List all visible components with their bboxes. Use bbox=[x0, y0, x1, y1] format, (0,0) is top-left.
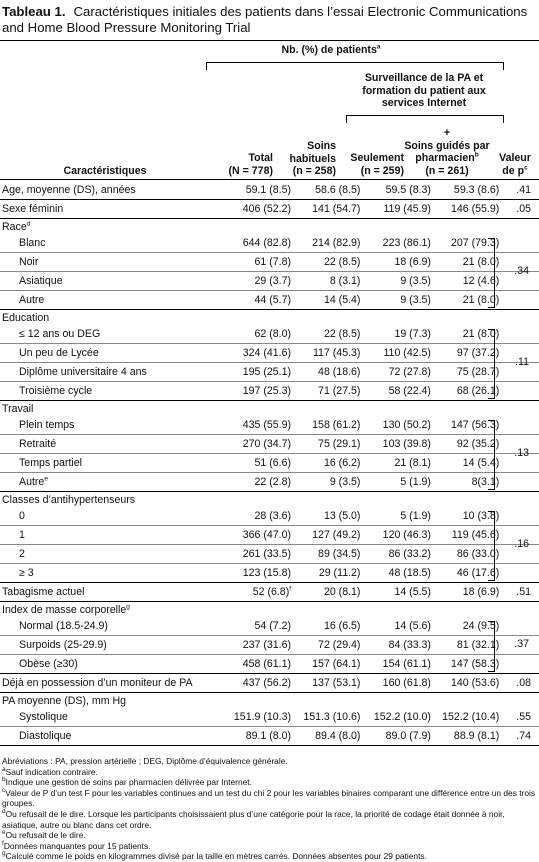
table-cell: 59.1 (8.5) bbox=[228, 181, 291, 200]
p-value bbox=[499, 473, 539, 492]
table-cell: 130 (50.2) bbox=[360, 416, 431, 435]
group-row bbox=[0, 310, 539, 326]
table-cell: 157 (64.1) bbox=[291, 655, 360, 674]
table-cell: 14 (5.4) bbox=[431, 454, 499, 473]
row-label: 0 bbox=[0, 507, 228, 526]
group-p-value: .13 bbox=[514, 446, 529, 459]
table-row bbox=[0, 291, 539, 310]
group-row bbox=[0, 602, 539, 618]
row-label: Asiatique bbox=[0, 272, 228, 291]
p-value bbox=[499, 382, 539, 401]
table-row bbox=[0, 617, 539, 636]
top-rule bbox=[0, 40, 539, 41]
p-value bbox=[499, 655, 539, 674]
table-cell: 24 (9.5) bbox=[431, 617, 499, 636]
table-cell: 72 (27.8) bbox=[360, 363, 431, 382]
table-cell: 127 (49.2) bbox=[291, 526, 360, 545]
table-row bbox=[0, 473, 539, 492]
table-cell: 366 (47.0) bbox=[228, 526, 291, 545]
row-label: Troisième cycle bbox=[0, 382, 228, 401]
row-label: Noir bbox=[0, 253, 228, 272]
row-label: Normal (18.5-24.9) bbox=[0, 617, 228, 636]
p-value bbox=[499, 325, 539, 344]
table-row bbox=[0, 416, 539, 435]
subgroup-rule bbox=[346, 115, 504, 116]
row-label: Retraité bbox=[0, 435, 228, 454]
table-cell: 160 (61.8) bbox=[360, 674, 431, 693]
table-cell: 16 (6.5) bbox=[291, 617, 360, 636]
footnotes bbox=[2, 756, 536, 862]
table-row bbox=[0, 708, 539, 727]
table-cell: 89.4 (8.0) bbox=[291, 727, 360, 746]
table-cell: 62 (8.0) bbox=[228, 325, 291, 344]
table-row bbox=[0, 382, 539, 401]
row-label: 2 bbox=[0, 545, 228, 564]
table-row bbox=[0, 674, 539, 693]
header-subgroup: Surveillance de la PA et formation du patient aux services Internet bbox=[362, 72, 486, 109]
table-cell: 46 (17.6) bbox=[431, 564, 499, 583]
row-label: 1 bbox=[0, 526, 228, 545]
table-cell: 151.9 (10.3) bbox=[228, 708, 291, 727]
row-label: Autre$^e$ bbox=[0, 473, 228, 492]
table-cell: 147 (56.3) bbox=[431, 416, 499, 435]
group-label: PA moyenne (DS), mm Hg bbox=[2, 695, 127, 707]
p-value: .08 bbox=[499, 674, 539, 693]
group-p-value: .16 bbox=[514, 537, 529, 550]
group-row bbox=[0, 492, 539, 508]
table-cell: 10 (3.8) bbox=[431, 507, 499, 526]
table-cell: 88.9 (8.1) bbox=[431, 727, 499, 746]
table-cell: 9 (3.5) bbox=[360, 272, 431, 291]
table-cell: 214 (82.9) bbox=[291, 234, 360, 253]
footnote: $^f$Données manquantes pour 15 patients. bbox=[2, 839, 151, 851]
p-value bbox=[499, 507, 539, 526]
subgroup-rule-right bbox=[503, 115, 504, 123]
table-cell: 120 (46.3) bbox=[360, 526, 431, 545]
p-value bbox=[499, 564, 539, 583]
table-cell: 270 (34.7) bbox=[228, 435, 291, 454]
table-cell: 8 (3.1) bbox=[291, 272, 360, 291]
table-row bbox=[0, 234, 539, 253]
header-characteristics: Caractéristiques bbox=[63, 165, 147, 177]
row-label: Blanc bbox=[0, 234, 228, 253]
table-row bbox=[0, 526, 539, 545]
table-cell: 21 (8.0) bbox=[431, 291, 499, 310]
footnote: $^b$Indique une gestion de soins par pharmacien délivrée par Internet. bbox=[2, 776, 252, 788]
table-cell: 21 (8.0) bbox=[431, 253, 499, 272]
table-cell: 97 (37.2) bbox=[431, 344, 499, 363]
table-cell: 61 (7.8) bbox=[228, 253, 291, 272]
table-cell: 54 (7.2) bbox=[228, 617, 291, 636]
row-label: Tabagisme actuel bbox=[0, 583, 228, 602]
table-cell: 324 (41.6) bbox=[228, 344, 291, 363]
table-cell: 8(3.1) bbox=[431, 473, 499, 492]
row-label: Age, moyenne (DS), années bbox=[0, 181, 228, 200]
table-cell: 141 (54.7) bbox=[291, 200, 360, 219]
table-cell: 195 (25.1) bbox=[228, 363, 291, 382]
group-rule-right bbox=[503, 62, 504, 70]
table-cell: 59.5 (8.3) bbox=[360, 181, 431, 200]
table-cell: 58 (22.4) bbox=[360, 382, 431, 401]
header-bottom-rule bbox=[0, 179, 539, 180]
table-row bbox=[0, 200, 539, 219]
footnote: $^a$Sauf indication contraire. bbox=[2, 765, 98, 777]
table-cell: 48 (18.5) bbox=[360, 564, 431, 583]
row-label: Autre bbox=[0, 291, 228, 310]
table-cell: 81 (32.1) bbox=[431, 636, 499, 655]
table-cell: 223 (86.1) bbox=[360, 234, 431, 253]
group-bracket bbox=[488, 511, 495, 581]
table-cell: 119 (45.6) bbox=[431, 526, 499, 545]
table-cell: 261 (33.5) bbox=[228, 545, 291, 564]
table-cell: 86 (33.2) bbox=[360, 545, 431, 564]
table-cell: 92 (35.2) bbox=[431, 435, 499, 454]
row-label: Sexe féminin bbox=[0, 200, 228, 219]
table-row bbox=[0, 272, 539, 291]
table-cell: 406 (52.2) bbox=[228, 200, 291, 219]
table-cell: 5 (1.9) bbox=[360, 507, 431, 526]
table-row bbox=[0, 435, 539, 454]
table-cell: 71 (27.5) bbox=[291, 382, 360, 401]
table-cell: 14 (5.5) bbox=[360, 583, 431, 602]
group-rule bbox=[206, 62, 504, 63]
table-cell: 437 (56.2) bbox=[228, 674, 291, 693]
group-bracket bbox=[488, 420, 495, 490]
row-label: Obèse (≥30) bbox=[0, 655, 228, 674]
table-cell: 48 (18.6) bbox=[291, 363, 360, 382]
p-value bbox=[499, 291, 539, 310]
table-cell: 22 (2.8) bbox=[228, 473, 291, 492]
group-p-value: .37 bbox=[514, 638, 529, 651]
table-cell: 435 (55.9) bbox=[228, 416, 291, 435]
footnote: $^c$Valeur de P d’un test F pour les variables continues and un test du chi 2 pour les variables binaires comparant une différence entre un des trois groupes. bbox=[2, 786, 536, 809]
table-cell: 9 (3.5) bbox=[360, 291, 431, 310]
table-row bbox=[0, 636, 539, 655]
table-cell: 119 (45.9) bbox=[360, 200, 431, 219]
table-row bbox=[0, 564, 539, 583]
table-cell: 58.6 (8.5) bbox=[291, 181, 360, 200]
table-cell: 75 (29.1) bbox=[291, 435, 360, 454]
table-cell: 89 (34.5) bbox=[291, 545, 360, 564]
table-row bbox=[0, 655, 539, 674]
group-rule-left bbox=[206, 62, 207, 70]
p-value: .51 bbox=[499, 583, 539, 602]
table-cell: 14 (5.4) bbox=[291, 291, 360, 310]
header-group: Nb. (%) de patients$^a$ bbox=[281, 43, 381, 56]
table-row bbox=[0, 181, 539, 200]
group-row bbox=[0, 401, 539, 417]
table-row bbox=[0, 545, 539, 564]
p-value: .41 bbox=[499, 181, 539, 200]
group-label: Index de masse corporelle$^g$ bbox=[2, 603, 130, 616]
row-label: Diplôme universitaire 4 ans bbox=[0, 363, 228, 382]
p-value: .74 bbox=[499, 727, 539, 746]
table-cell: 68 (26.1) bbox=[431, 382, 499, 401]
table-cell: 51 (6.6) bbox=[228, 454, 291, 473]
row-label: Plein temps bbox=[0, 416, 228, 435]
row-label: Un peu de Lycée bbox=[0, 344, 228, 363]
group-bracket bbox=[488, 329, 495, 399]
table-cell: 147 (58.3) bbox=[431, 655, 499, 674]
header-usual-care: Soins habituels (n = 258) bbox=[289, 140, 336, 177]
table-cell: 29 (11.2) bbox=[291, 564, 360, 583]
group-label: Race$^d$ bbox=[2, 220, 31, 233]
table-cell: 89.1 (8.0) bbox=[228, 727, 291, 746]
table-cell: 86 (33.0) bbox=[431, 545, 499, 564]
table-row bbox=[0, 325, 539, 344]
footnote: $^g$Calculé comme le poids en kilogrammes divisé par la taille en mètres carrés. Données absentes pour 29 patients. bbox=[2, 850, 427, 862]
footnote: Abréviations : PA, pression artérielle ; DEG, Diplôme d’équivalence générale. bbox=[2, 756, 288, 766]
table-cell: 137 (53.1) bbox=[291, 674, 360, 693]
table-cell: 110 (42.5) bbox=[360, 344, 431, 363]
p-value bbox=[499, 416, 539, 435]
table-cell: 5 (1.9) bbox=[360, 473, 431, 492]
group-label: Education bbox=[2, 312, 50, 324]
table-cell: 152.2 (10.0) bbox=[360, 708, 431, 727]
table-cell: 123 (15.8) bbox=[228, 564, 291, 583]
table-cell: 458 (61.1) bbox=[228, 655, 291, 674]
row-label: Surpoids (25-29.9) bbox=[0, 636, 228, 655]
table-row bbox=[0, 363, 539, 382]
table-cell: 52 $(6.8)^f$ bbox=[228, 583, 291, 602]
group-row bbox=[0, 219, 539, 235]
table-cell: 44 (5.7) bbox=[228, 291, 291, 310]
table-cell: 72 (29.4) bbox=[291, 636, 360, 655]
table-cell: 21 (8.1) bbox=[360, 454, 431, 473]
group-p-value: .34 bbox=[514, 264, 529, 277]
table-cell: 146 (55.9) bbox=[431, 200, 499, 219]
table-cell: 84 (33.3) bbox=[360, 636, 431, 655]
header-pharmacist: + Soins guidés par pharmacien$^b$ (n = 261) bbox=[404, 127, 490, 177]
data-table bbox=[0, 181, 539, 746]
table-cell: 154 (61.1) bbox=[360, 655, 431, 674]
row-label: Déjà en possession d’un moniteur de PA bbox=[0, 674, 228, 693]
row-label: Diastolique bbox=[0, 727, 228, 746]
table-row bbox=[0, 507, 539, 526]
group-p-value: .11 bbox=[515, 355, 529, 368]
table-cell: 16 (6.2) bbox=[291, 454, 360, 473]
table-cell: 22 (8.5) bbox=[291, 325, 360, 344]
header-total: Total (N = 778) bbox=[228, 152, 273, 177]
row-label: ≤ 12 ans ou DEG bbox=[0, 325, 228, 344]
table-cell: 22 (8.5) bbox=[291, 253, 360, 272]
p-value: .05 bbox=[499, 200, 539, 219]
table-cell: 18 (6.9) bbox=[431, 583, 499, 602]
table-cell: 20 (8.1) bbox=[291, 583, 360, 602]
group-row bbox=[0, 693, 539, 709]
table-cell: 12 (4.6) bbox=[431, 272, 499, 291]
footnote: $^e$Ou refusait de le dire. bbox=[2, 829, 86, 841]
table-cell: 89.0 (7.9) bbox=[360, 727, 431, 746]
table-cell: 14 (5.6) bbox=[360, 617, 431, 636]
row-label: ≥ 3 bbox=[0, 564, 228, 583]
table-cell: 59.3 (8.6) bbox=[431, 181, 499, 200]
table-cell: 9 (3.5) bbox=[291, 473, 360, 492]
p-value bbox=[499, 617, 539, 636]
table-caption: Caractéristiques initiales des patients dans l’essai Electronic Communications and Home Blood Pressure Monitoring Trial bbox=[2, 4, 528, 35]
header-p-value: Valeur de $p^c$ bbox=[499, 152, 531, 177]
table-cell: 197 (25.3) bbox=[228, 382, 291, 401]
table-cell: 152.2 (10.4) bbox=[431, 708, 499, 727]
row-label: Temps partiel bbox=[0, 454, 228, 473]
footnote: $^d$Ou refusait de le dire. Lorsque les participants choisissaient plus d’une catégorie pour la race, la priorité de codage était donnée à noir, asiatique, autre ou blanc dans cet ordre. bbox=[2, 808, 505, 830]
table-row bbox=[0, 344, 539, 363]
table-cell: 18 (6.9) bbox=[360, 253, 431, 272]
table-row bbox=[0, 454, 539, 473]
header-web-only: Seulement (n = 259) bbox=[350, 152, 404, 177]
group-bracket bbox=[488, 238, 495, 308]
table-cell: 103 (39.8) bbox=[360, 435, 431, 454]
table-row bbox=[0, 253, 539, 272]
table-cell: 140 (53.6) bbox=[431, 674, 499, 693]
table-cell: 28 (3.6) bbox=[228, 507, 291, 526]
row-label: Systolique bbox=[0, 708, 228, 727]
table-cell: 21 (8.0) bbox=[431, 325, 499, 344]
p-value bbox=[499, 234, 539, 253]
table-cell: 13 (5.0) bbox=[291, 507, 360, 526]
table-cell: 644 (82.8) bbox=[228, 234, 291, 253]
table-cell: 207 (79.3) bbox=[431, 234, 499, 253]
table-row bbox=[0, 727, 539, 746]
subgroup-rule-left bbox=[346, 115, 347, 123]
table-title bbox=[2, 4, 536, 36]
table-cell: 29 (3.7) bbox=[228, 272, 291, 291]
table-cell: 237 (31.6) bbox=[228, 636, 291, 655]
table-cell: 75 (28.7) bbox=[431, 363, 499, 382]
table-number: Tableau 1. bbox=[2, 4, 66, 19]
table-cell: 19 (7.3) bbox=[360, 325, 431, 344]
group-bracket bbox=[488, 621, 495, 672]
table-cell: 151.3 (10.6) bbox=[291, 708, 360, 727]
group-label: Travail bbox=[2, 403, 34, 415]
table-row bbox=[0, 583, 539, 602]
table-cell: 158 (61.2) bbox=[291, 416, 360, 435]
table-cell: 117 (45.3) bbox=[291, 344, 360, 363]
p-value: .55 bbox=[499, 708, 539, 727]
group-label: Classes d’antihypertenseurs bbox=[2, 494, 136, 506]
